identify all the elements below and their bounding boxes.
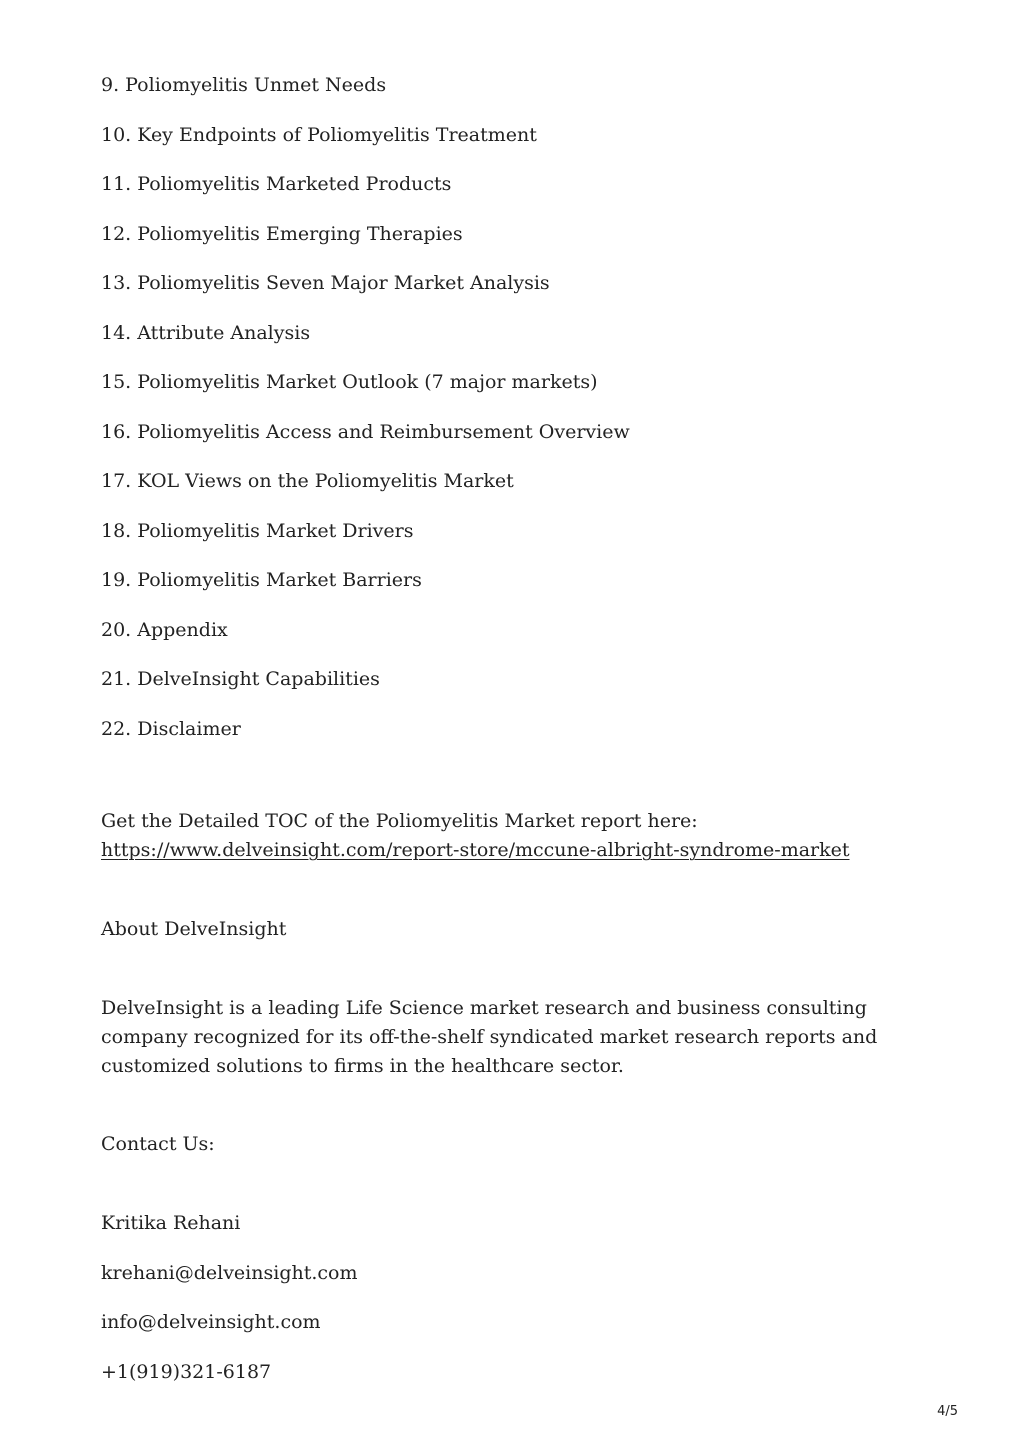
toc-item: 9. Poliomyelitis Unmet Needs <box>101 74 387 96</box>
contact-email-primary: krehani@delveinsight.com <box>101 1261 358 1284</box>
toc-item: 16. Poliomyelitis Access and Reimbursement Overview <box>101 420 630 443</box>
detailed-toc-paragraph <box>101 807 921 865</box>
toc-item: 15. Poliomyelitis Market Outlook (7 major markets) <box>101 371 598 393</box>
toc-item: 17. KOL Views on the Poliomyelitis Market <box>101 470 514 492</box>
toc-item: 10. Key Endpoints of Poliomyelitis Treatment <box>101 123 537 146</box>
toc-item: 20. Appendix <box>101 618 228 641</box>
contact-name: Kritika Rehani <box>101 1212 241 1234</box>
toc-item: 22. Disclaimer <box>101 717 241 740</box>
about-text: DelveInsight is a leading Life Science market research and business consulting company recognized for its off-the-shelf syndicated market research reports and customized solutions to firms in the healthcare sector. <box>101 997 878 1077</box>
contact-email-info: info@delveinsight.com <box>101 1311 321 1333</box>
toc-item: 14. Attribute Analysis <box>101 321 311 344</box>
toc-list <box>101 70 921 763</box>
toc-item: 21. DelveInsight Capabilities <box>101 668 380 690</box>
page-number: 4/5 <box>937 1404 958 1419</box>
page-content <box>101 70 921 1407</box>
toc-item: 11. Poliomyelitis Marketed Products <box>101 173 452 195</box>
toc-item: 13. Poliomyelitis Seven Major Market Analysis <box>101 272 550 294</box>
contact-phone: +1(919)321-6187 <box>101 1360 272 1383</box>
toc-item: 19. Poliomyelitis Market Barriers <box>101 569 422 591</box>
detailed-toc-text: Get the Detailed TOC of the Poliomyelitis Market report here: <box>101 810 698 832</box>
contact-block <box>101 1209 921 1407</box>
contact-heading: Contact Us: <box>101 1133 215 1155</box>
detailed-toc-link[interactable]: https://www.delveinsight.com/report-store/mccune-albright-syndrome-market <box>101 839 850 861</box>
about-heading: About DelveInsight <box>101 918 287 940</box>
toc-item: 18. Poliomyelitis Market Drivers <box>101 519 414 542</box>
toc-item: 12. Poliomyelitis Emerging Therapies <box>101 222 463 245</box>
